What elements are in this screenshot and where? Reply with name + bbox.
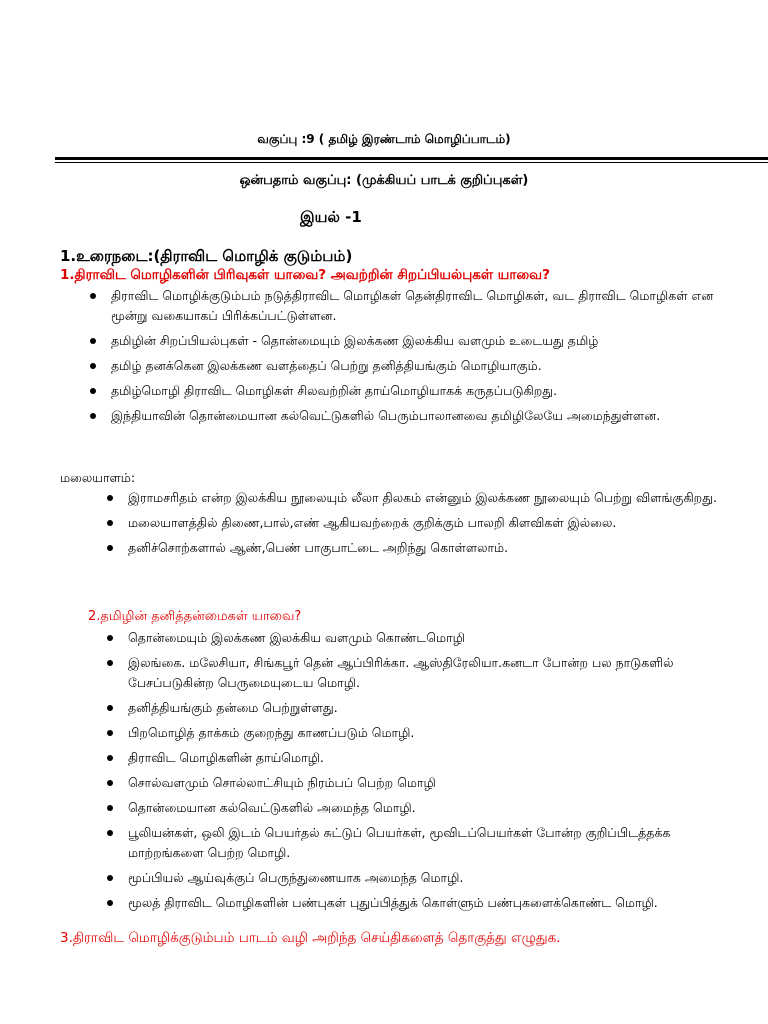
question-1: 1.திராவிட மொழிகளின் பிரிவுகள் யாவை? அவற்றின் சிறப்பியல்புகள் யாவை? xyxy=(60,267,550,283)
list-item: தமிழ் தனக்கென இலக்கண வளத்தைப் பெற்று தனித்தியங்கும் மொழியாகும். xyxy=(88,356,728,376)
list-item: திராவிட மொழிகளின் தாய்மொழி. xyxy=(105,748,725,768)
list-item: பிறமொழித் தாக்கம் குறைந்து காணப்படும் மொழி. xyxy=(105,723,725,743)
header-rule-thin xyxy=(55,162,768,163)
malayalam-points-list xyxy=(105,488,725,563)
answers-1-list xyxy=(88,286,728,431)
list-item: பூலியன்கள், ஒலி இடம் பெயர்தல் சுட்டுப் பெயர்கள், மூவிடப்பெயர்கள் போன்ற குறிப்பிடத்தக்க மாற்றங்களை பெற்ற மொழி. xyxy=(105,823,725,863)
list-item: தமிழின் சிறப்பியல்புகள் - தொன்மையும் இலக்கண இலக்கிய வளமும் உடையது தமிழ் xyxy=(88,331,728,351)
list-item: தொன்மையான கல்வெட்டுகளில் அமைந்த மொழி. xyxy=(105,798,725,818)
list-item: தமிழ்மொழி திராவிட மொழிகள் சிலவற்றின் தாய்மொழியாகக் கருதப்படுகிறது. xyxy=(88,381,728,401)
list-item: மூப்பியல் ஆய்வுக்குப் பெருந்துணையாக அமைந்த மொழி. xyxy=(105,868,725,888)
list-item: மூலத் திராவிட மொழிகளின் பண்புகள் புதுப்பித்துக் கொள்ளும் பண்புகளைக்கொண்ட மொழி. xyxy=(105,893,725,913)
section-title: 1.உரைநடை:(திராவிட மொழிக் குடும்பம்) xyxy=(60,247,353,265)
list-item: இலங்கை. மலேசியா, சிங்கபூர் தென் ஆப்பிரிக்கா. ஆஸ்திரேலியா.கனடா போன்ற பல நாடுகளில் பேசப்படுகின்ற பெருமையுடைய மொழி. xyxy=(105,653,725,693)
list-item: சொல்வளமும் சொல்லாட்சியும் நிரம்பப் பெற்ற மொழி xyxy=(105,773,725,793)
list-item: திராவிட மொழிக்குடும்பம் நடுத்திராவிட மொழிகள் தென்திராவிட மொழிகள், வட திராவிட மொழிகள் என மூன்று வகையாகப் பிரிக்கப்பட்டுள்ளன. xyxy=(88,286,728,326)
question-3: 3.திராவிட மொழிக்குடும்பம் பாடம் வழி அறிந்த செய்திகளைத் தொகுத்து எழுதுக. xyxy=(60,930,561,946)
malayalam-label: மலையாளம்: xyxy=(60,470,136,485)
header-rule-thick xyxy=(55,157,768,160)
list-item: இந்தியாவின் தொன்மையான கல்வெட்டுகளில் பெரும்பாலானவை தமிழிலேயே அமைந்துள்ளன. xyxy=(88,406,728,426)
chapter-label: இயல் -1 xyxy=(300,208,362,226)
class-header: வகுப்பு :9 ( தமிழ் இரண்டாம் மொழிப்பாடம்) xyxy=(257,132,511,146)
list-item: தனிச்சொற்களால் ஆண்,பெண் பாகுபாட்டை அறிந்து கொள்ளலாம். xyxy=(105,538,725,558)
answers-2-list xyxy=(105,628,725,918)
page-subtitle: ஒன்பதாம் வகுப்பு: (முக்கியப் பாடக் குறிப்புகள்) xyxy=(239,173,529,188)
list-item: தொன்மையும் இலக்கண இலக்கிய வளமும் கொண்டமொழி xyxy=(105,628,725,648)
question-2: 2.தமிழின் தனித்தன்மைகள் யாவை? xyxy=(88,609,302,624)
list-item: இராமசரிதம் என்ற இலக்கிய நூலையும் லீலா திலகம் என்னும் இலக்கண நூலையும் பெற்று விளங்குகிறது. xyxy=(105,488,725,508)
list-item: மலையாளத்தில் திணை,பால்,எண் ஆகியவற்றைக் குறிக்கும் பாலறி கிளவிகள் இல்லை. xyxy=(105,513,725,533)
list-item: தனித்தியங்கும் தன்மை பெற்றுள்ளது. xyxy=(105,698,725,718)
